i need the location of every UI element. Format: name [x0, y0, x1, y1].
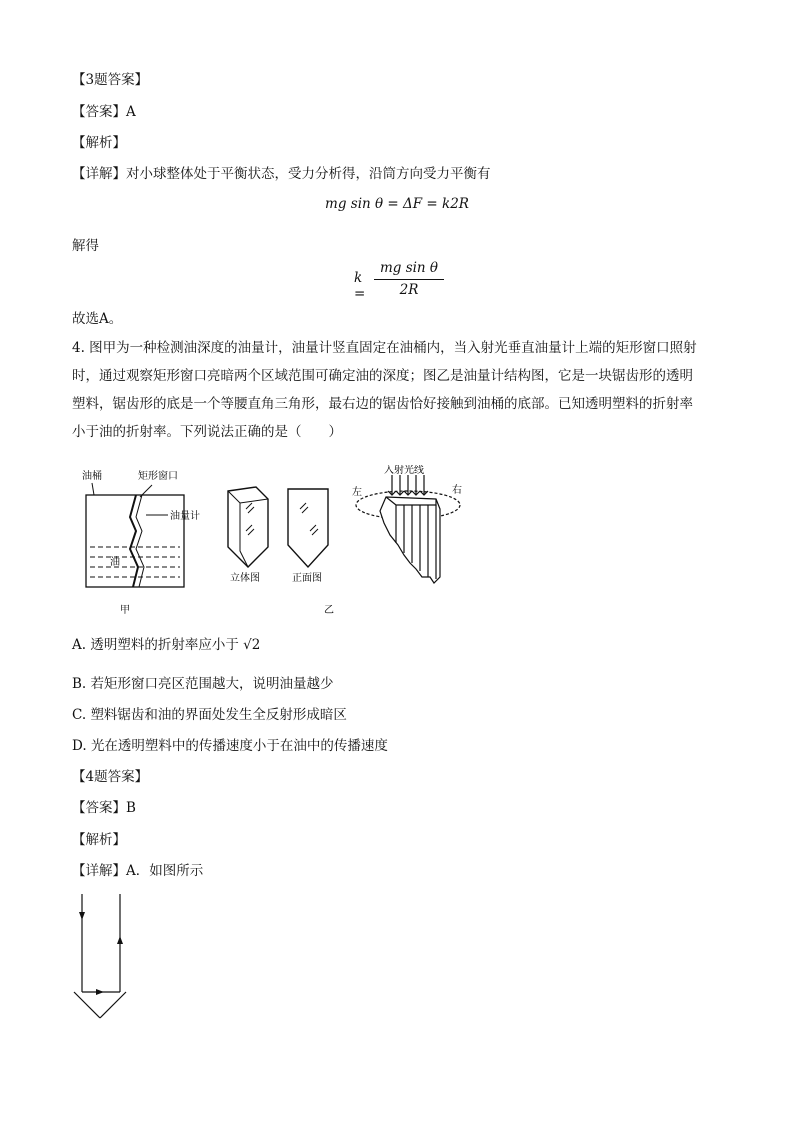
q4-stem-line: 4. 图甲为一种检测油深度的油量计，油量计竖直固定在油桶内，当入射光垂直油量计上端的矩形窗口照射 [72, 340, 697, 356]
q3-choice: 故选A。 [72, 311, 123, 327]
fraction-bar [374, 279, 444, 280]
q4-option-d [72, 734, 388, 754]
option-letter: A. [72, 637, 87, 653]
q4-option-c [72, 703, 347, 723]
q4-heading: 【4题答案】 [72, 769, 149, 785]
option-math: √2 [243, 637, 261, 653]
option-text: 光在透明塑料中的传播速度小于在油中的传播速度 [90, 738, 388, 754]
q3-answer: 【答案】A [72, 104, 136, 120]
label-yi: 乙 [324, 605, 334, 616]
option-letter: B. [72, 676, 87, 692]
q4-stem-line: 时，通过观察矩形窗口亮暗两个区域范围可确定油的深度；图乙是油量计结构图，它是一块锯齿形的透明 [72, 368, 693, 384]
q4-stem [72, 334, 724, 446]
q4-figure [70, 465, 490, 620]
reflection-diagram [70, 892, 140, 1024]
q4-option-a [72, 633, 260, 653]
option-text: 透明塑料的折射率应小于 [90, 637, 239, 653]
option-text: 若矩形窗口亮区范围越大，说明油量越少 [90, 676, 334, 692]
label-gauge: 油量计 [170, 511, 200, 522]
label-left: 左 [352, 487, 362, 498]
q3-formula-balance: mg sin θ = ΔF = k2R [325, 196, 469, 212]
label-jia: 甲 [120, 605, 130, 616]
label-oil: 油 [110, 557, 120, 568]
gauge-front-view [288, 489, 328, 567]
q4-analysis: 【解析】 [72, 832, 126, 848]
formula-lhs: k = [354, 270, 366, 302]
label-right: 右 [452, 485, 462, 496]
option-letter: D. [72, 738, 87, 754]
q4-option-b [72, 672, 334, 692]
option-text: 塑料锯齿和油的界面处发生全反射形成暗区 [90, 707, 347, 723]
label-front: 正面图 [292, 573, 322, 584]
q4-detail: 【详解】A．如图所示 [72, 863, 204, 879]
q3-analysis: 【解析】 [72, 135, 126, 151]
q3-solve-label: 解得 [72, 238, 99, 254]
label-light: 入射光线 [384, 465, 424, 476]
q4-answer: 【答案】B [72, 800, 136, 816]
option-letter: C. [72, 707, 87, 723]
formula-denominator: 2R [399, 282, 419, 298]
q3-heading: 【3题答案】 [72, 72, 149, 88]
label-3d: 立体图 [230, 573, 260, 584]
tank-diagram [86, 483, 184, 587]
label-tank: 油桶 [82, 471, 102, 482]
q4-stem-line: 塑料，锯齿形的底是一个等腰直角三角形，最右边的锯齿恰好接触到油桶的底部。已知透明塑料的折射率 [72, 396, 693, 412]
gauge-3d-view [228, 487, 268, 567]
label-window: 矩形窗口 [138, 471, 178, 482]
sawtooth-diagram [356, 475, 460, 583]
q4-stem-line: 小于油的折射率。下列说法正确的是（ ） [72, 424, 342, 440]
formula-numerator: mg sin θ [379, 260, 439, 276]
q3-detail: 【详解】对小球整体处于平衡状态，受力分析得，沿筒方向受力平衡有 [72, 166, 491, 182]
